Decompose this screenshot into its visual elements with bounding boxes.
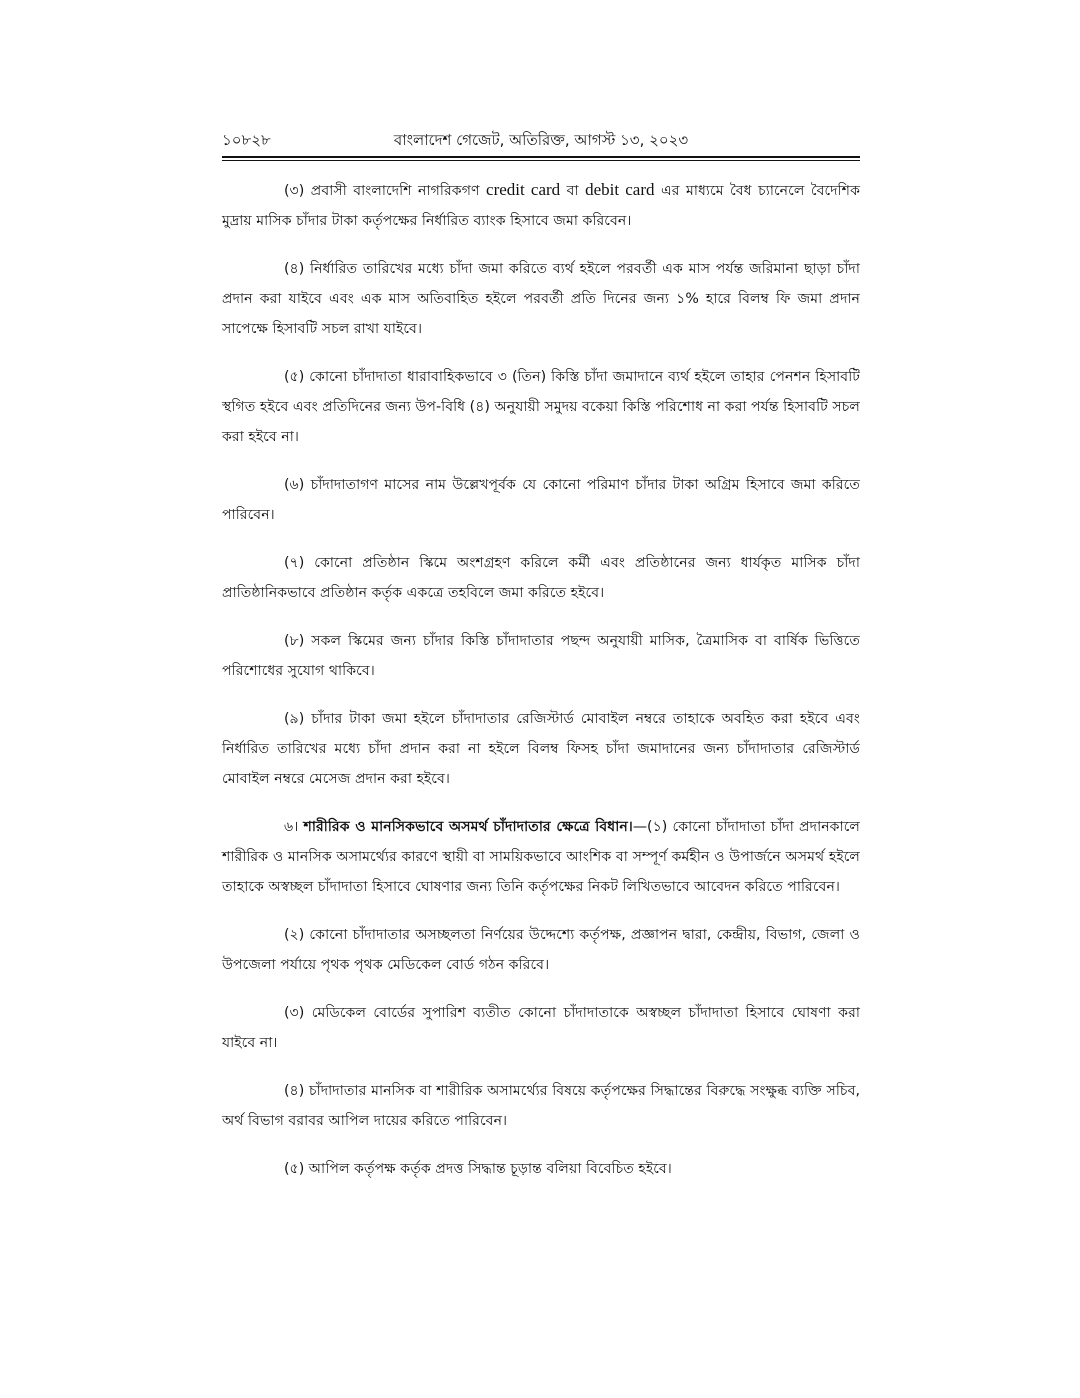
running-title: বাংলাদেশ গেজেট, অতিরিক্ত, আগস্ট ১৩, ২০২৩ [393, 131, 689, 149]
header-rule-thin [222, 160, 860, 161]
gazette-page [222, 128, 860, 1202]
header-rule-thick [222, 156, 860, 158]
section-6-sub-4: (৪) চাঁদাদাতার মানসিক বা শারীরিক অসামর্থ্যের বিষয়ে কর্তৃপক্ষের সিদ্ধান্তের বিরুদ্ধে সংক্ষুব্ধ ব্যক্তি সচিব, অর্থ বিভাগ বরাবর আপিল দায়ের করিতে পারিবেন। [222, 1083, 860, 1129]
page-header [222, 128, 860, 152]
paragraph-sub-7: (৭) কোনো প্রতিষ্ঠান স্কিমে অংশগ্রহণ করিলে কর্মী এবং প্রতিষ্ঠানের জন্য ধার্যকৃত মাসিক চাঁদা প্রাতিষ্ঠানিকভাবে প্রতিষ্ঠান কর্তৃক একত্রে তহবিলে জমা করিতে হইবে। [222, 555, 860, 601]
page-number: ১০৮২৮ [222, 131, 271, 149]
paragraph-sub-4: (৪) নির্ধারিত তারিখের মধ্যে চাঁদা জমা করিতে ব্যর্থ হইলে পরবর্তী এক মাস পর্যন্ত জরিমানা ছাড়া চাঁদা প্রদান করা যাইবে এবং এক মাস অতিবাহিত হইলে পরবর্তী প্রতি দিনের জন্য ১% হারে বিলম্ব ফি জমা প্রদান সাপেক্ষে হিসাবটি সচল রাখা যাইবে। [222, 261, 860, 337]
term-credit-card: credit card [486, 180, 561, 199]
paragraph-sub-3-post: এর মাধ্যমে বৈধ চ্যানেলে বৈদেশিক মুদ্রায় মাসিক চাঁদার টাকা কর্তৃপক্ষের নির্ধারিত ব্যাংক হিসাবে জমা করিবেন। [222, 183, 861, 229]
paragraph-sub-6: (৬) চাঁদাদাতাগণ মাসের নাম উল্লেখপূর্বক যে কোনো পরিমাণ চাঁদার টাকা অগ্রিম হিসাবে জমা করিতে পারিবেন। [222, 477, 860, 523]
section-6-sub-2: (২) কোনো চাঁদাদাতার অসচ্ছলতা নির্ণয়ের উদ্দেশ্যে কর্তৃপক্ষ, প্রজ্ঞাপন দ্বারা, কেন্দ্রীয়, বিভাগ, জেলা ও উপজেলা পর্যায়ে পৃথক পৃথক মেডিকেল বোর্ড গঠন করিবে। [222, 927, 860, 973]
body-text [222, 175, 860, 1184]
section-6-sub-3: (৩) মেডিকেল বোর্ডের সুপারিশ ব্যতীত কোনো চাঁদাদাতাকে অস্বচ্ছল চাঁদাদাতা হিসাবে ঘোষণা করা যাইবে না। [222, 1005, 860, 1051]
paragraph-sub-3 [222, 175, 860, 236]
section-6-heading: শারীরিক ও মানসিকভাবে অসমর্থ চাঁদাদাতার ক্ষেত্রে বিধান। [303, 819, 633, 835]
section-6-number: ৬। [284, 819, 299, 835]
section-6-paragraph [222, 812, 860, 902]
section-6-body: —(১) কোনো চাঁদাদাতা চাঁদা প্রদানকালে শারীরিক ও মানসিক অসামর্থ্যের কারণে স্থায়ী বা সাময়িকভাবে আংশিক বা সম্পূর্ণ কর্মহীন ও উপার্জনে অসমর্থ হইলে তাহাকে অস্বচ্ছল চাঁদাদাতা হিসাবে ঘোষণার জন্য তিনি কর্তৃপক্ষের নিকট লিখিতভাবে আবেদন করিতে পারিবেন। [222, 819, 860, 895]
section-6-sub-5: (৫) আপিল কর্তৃপক্ষ কর্তৃক প্রদত্ত সিদ্ধান্ত চূড়ান্ত বলিয়া বিবেচিত হইবে। [284, 1161, 672, 1177]
term-debit-card: debit card [585, 180, 655, 199]
paragraph-sub-3-pre: (৩) প্রবাসী বাংলাদেশি নাগরিকগণ [284, 183, 487, 199]
paragraph-sub-5: (৫) কোনো চাঁদাদাতা ধারাবাহিকভাবে ৩ (তিন) কিস্তি চাঁদা জমাদানে ব্যর্থ হইলে তাহার পেনশন হিসাবটি স্থগিত হইবে এবং প্রতিদিনের জন্য উপ-বিধি (৪) অনুযায়ী সমুদয় বকেয়া কিস্তি পরিশোধ না করা পর্যন্ত হিসাবটি সচল করা হইবে না। [222, 369, 860, 445]
paragraph-sub-9: (৯) চাঁদার টাকা জমা হইলে চাঁদাদাতার রেজিস্টার্ড মোবাইল নম্বরে তাহাকে অবহিত করা হইবে এবং নির্ধারিত তারিখের মধ্যে চাঁদা প্রদান করা না হইলে বিলম্ব ফিসহ চাঁদা জমাদানের জন্য চাঁদাদাতার রেজিস্টার্ড মোবাইল নম্বরে মেসেজ প্রদান করা হইবে। [222, 711, 860, 787]
paragraph-sub-3-mid: বা [560, 183, 586, 199]
paragraph-sub-8: (৮) সকল স্কিমের জন্য চাঁদার কিস্তি চাঁদাদাতার পছন্দ অনুযায়ী মাসিক, ত্রৈমাসিক বা বার্ষিক ভিত্তিতে পরিশোধের সুযোগ থাকিবে। [222, 633, 860, 679]
